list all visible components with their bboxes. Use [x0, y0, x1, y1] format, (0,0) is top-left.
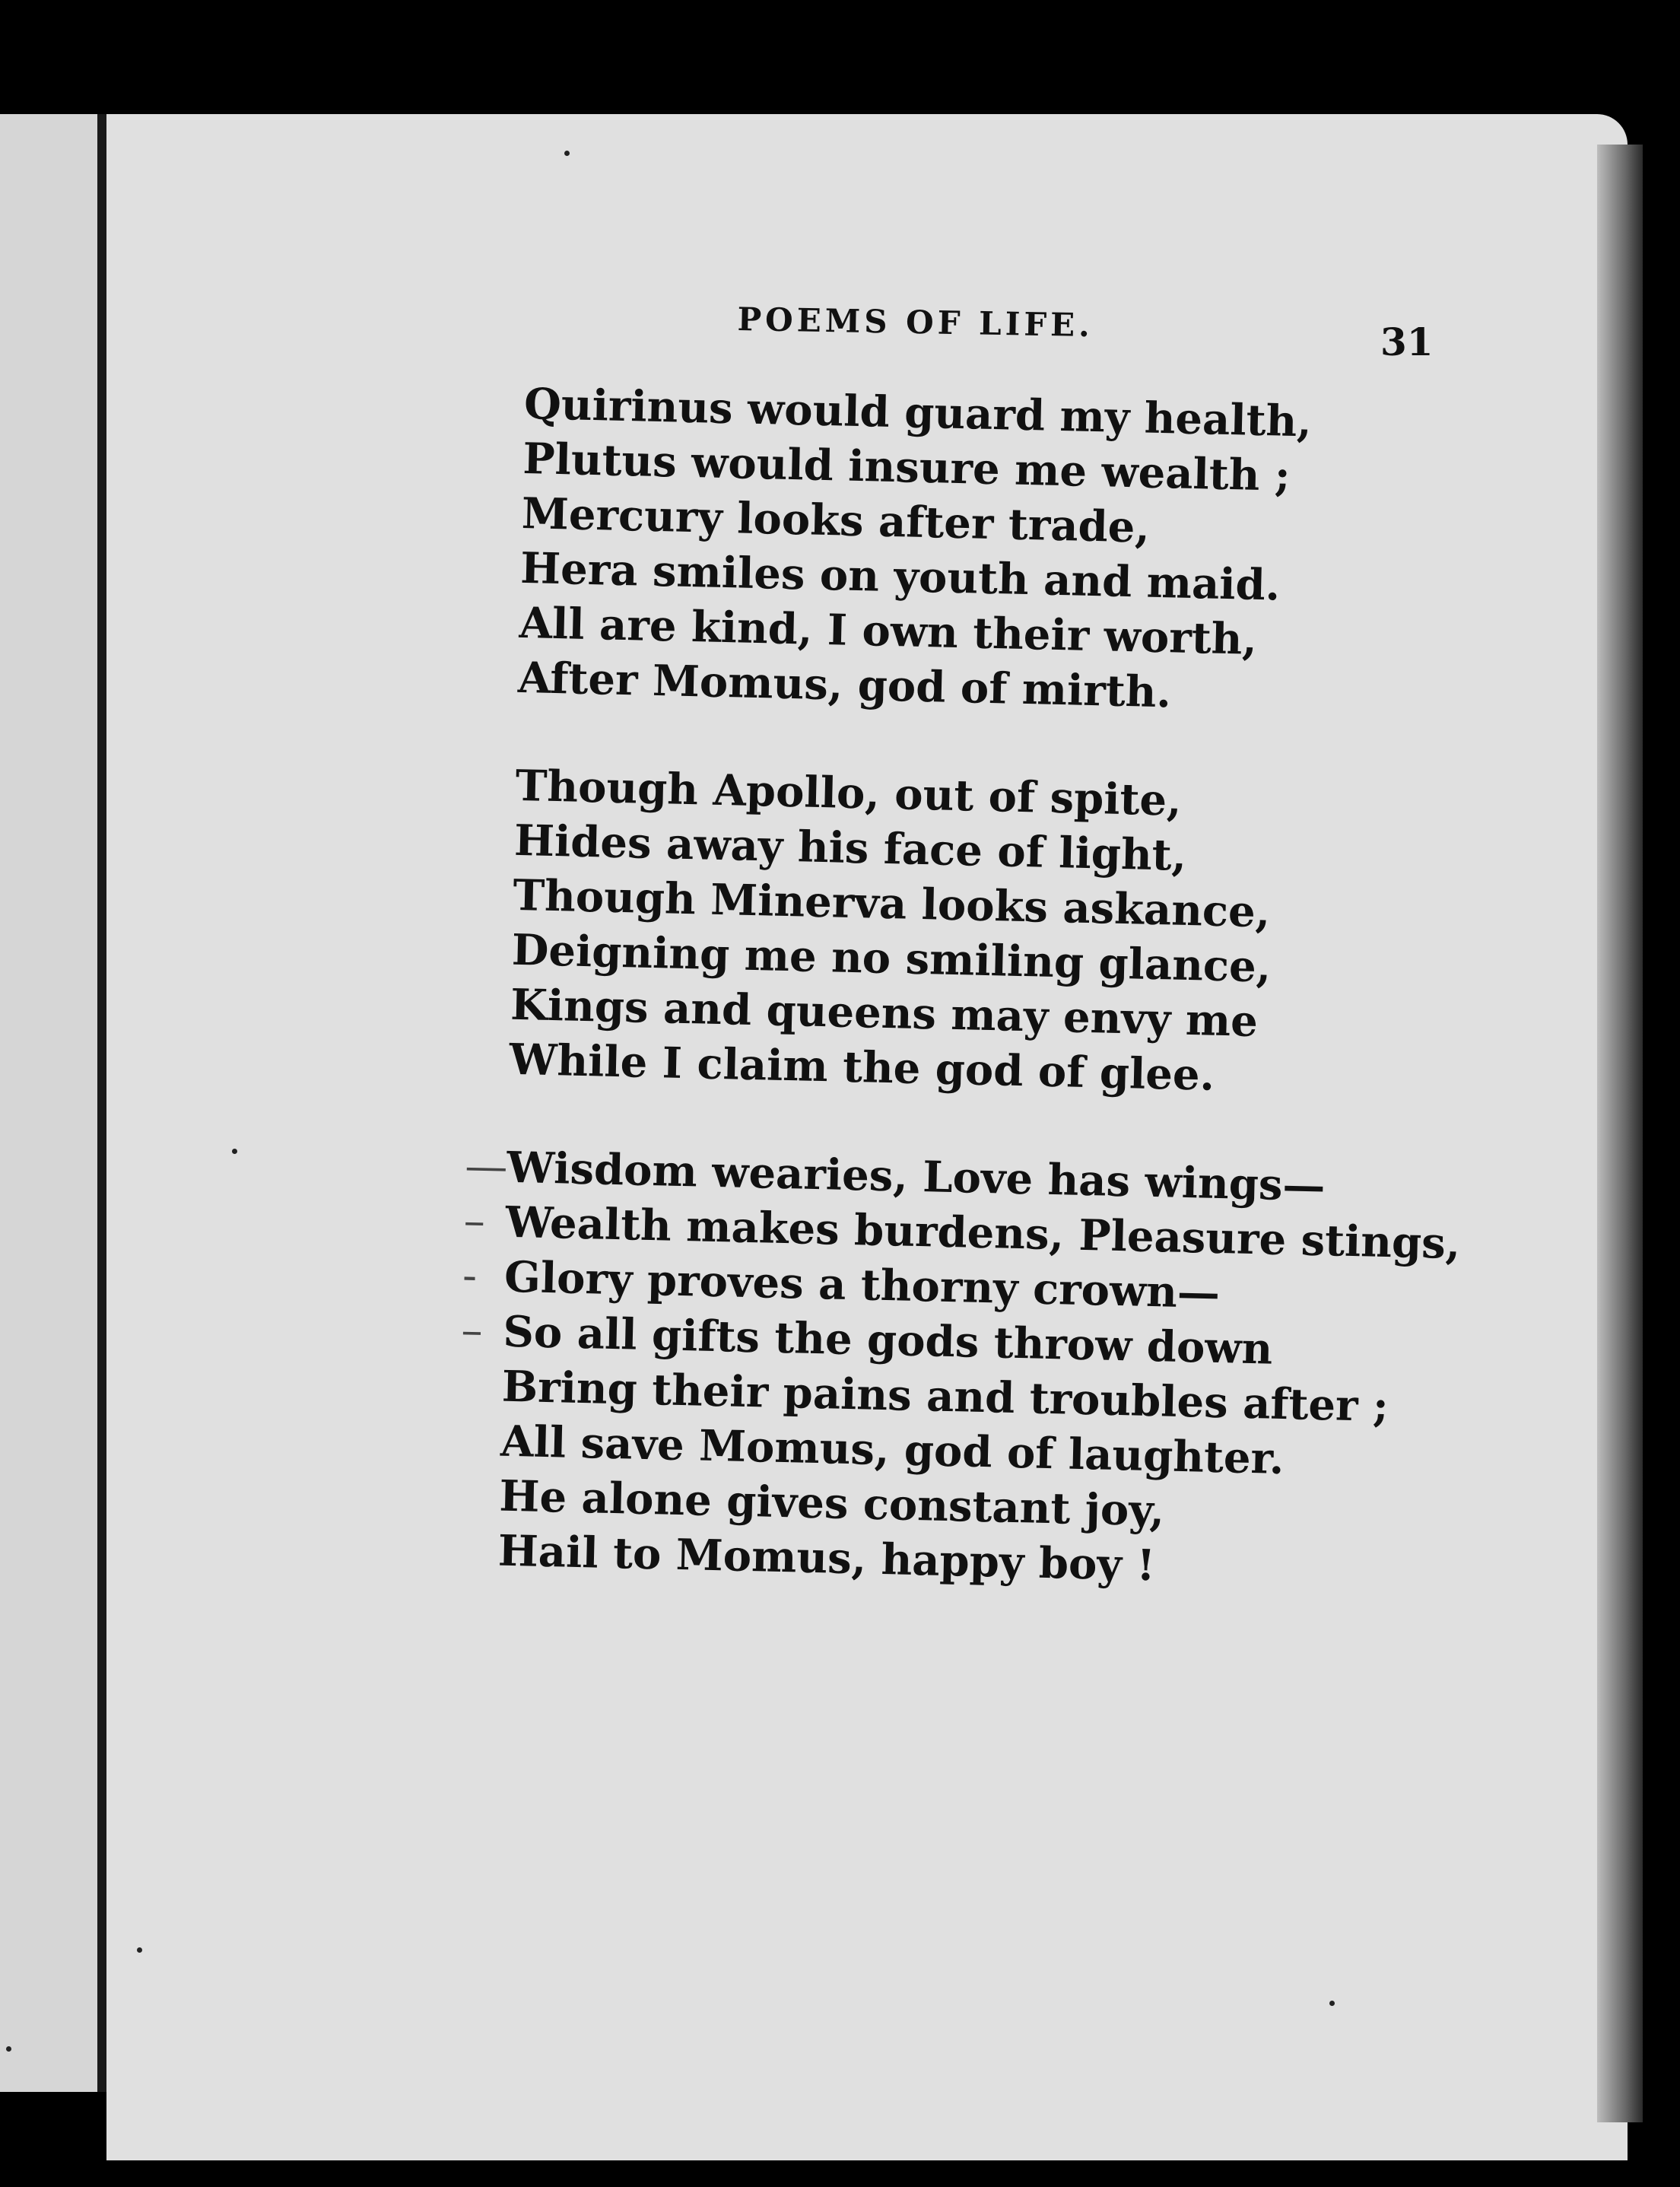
- poem-line: Though Minerva looks askance,: [512, 869, 1271, 938]
- facing-page: [0, 114, 106, 2092]
- poem-line-text: Wisdom wearies, Love has wings—: [506, 1142, 1326, 1212]
- poem-line: Quirinus would guard my health,: [523, 378, 1313, 447]
- poem-line-text: Glory proves a thorny crown—: [503, 1251, 1221, 1319]
- ink-speck: [1329, 2001, 1335, 2006]
- margin-mark: –: [463, 1196, 486, 1247]
- ink-speck: [137, 1947, 142, 1953]
- ink-speck: [6, 2046, 11, 2052]
- margin-mark: –: [460, 1305, 484, 1356]
- poem-line: Plutus would insure me wealth ;: [522, 433, 1291, 501]
- stanza-3: [460, 1140, 1496, 1601]
- margin-mark: —: [464, 1141, 509, 1192]
- stanza-1: [517, 377, 1513, 727]
- stanza-2: [509, 758, 1504, 1109]
- poem-line: Deigning me no smiling glance,: [511, 924, 1272, 993]
- ink-speck: [564, 151, 570, 156]
- poem-line: Bring their pains and troubles after ;: [501, 1361, 1389, 1432]
- poem-line: While I claim the god of glee.: [508, 1034, 1215, 1101]
- poem-line: Though Apollo, out of spite,: [515, 760, 1183, 826]
- margin-mark: -: [462, 1251, 478, 1301]
- poem: [460, 377, 1513, 1654]
- page-edge: [1597, 145, 1643, 2122]
- poem-line: Hail to Momus, happy boy !: [497, 1525, 1156, 1591]
- poem-line: All are kind, I own their worth,: [518, 597, 1258, 665]
- gutter-shadow: [97, 114, 106, 2092]
- running-title: POEMS OF LIFE.: [737, 300, 1094, 345]
- poem-line: Kings and queens may envy me: [510, 979, 1259, 1047]
- poem-line: Mercury looks after trade,: [521, 488, 1151, 553]
- poem-line-text: So all gifts the gods throw down: [502, 1306, 1273, 1375]
- poem-line: He alone gives constant joy,: [498, 1470, 1165, 1537]
- poem-line-text: Wealth makes burdens, Pleasure stings,: [505, 1197, 1461, 1270]
- poem-line: After Momus, god of mirth.: [517, 652, 1172, 718]
- ink-speck: [232, 1149, 237, 1154]
- poem-line: Hera smiles on youth and maid.: [519, 542, 1281, 611]
- poem-line: Hides away his face of light,: [513, 815, 1187, 881]
- poem-line: All save Momus, god of laughter.: [500, 1416, 1285, 1485]
- page-number: 31: [1380, 319, 1434, 364]
